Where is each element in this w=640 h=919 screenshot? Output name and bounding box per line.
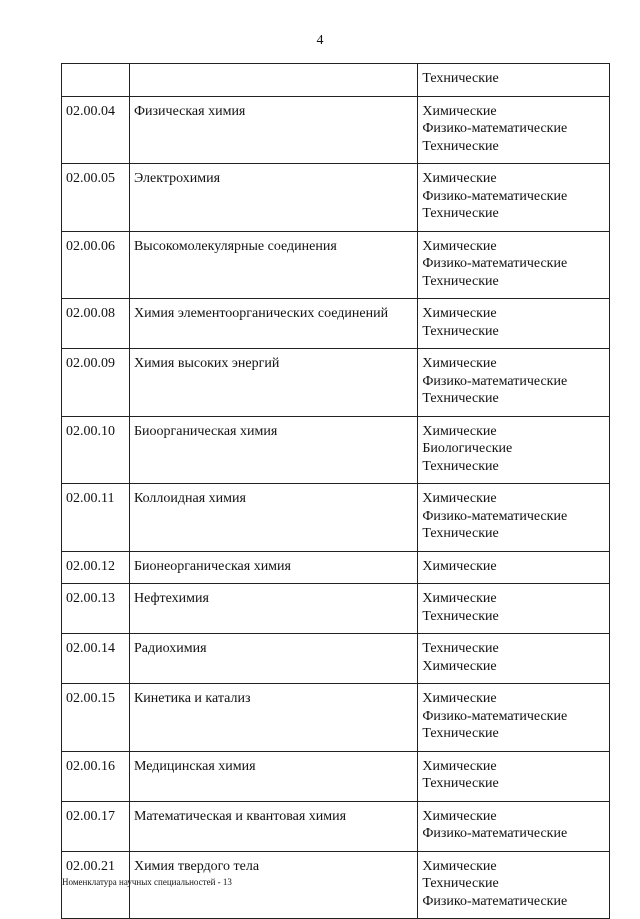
specialty-name: Радиохимия	[129, 634, 417, 684]
page-number: 4	[316, 33, 324, 48]
science-branch: Химические	[422, 306, 497, 321]
specialty-code: 02.00.10	[62, 416, 130, 484]
specialty-code: 02.00.05	[62, 164, 130, 232]
science-branch: Химические	[422, 356, 497, 371]
table-row	[62, 801, 610, 851]
table-row	[62, 231, 610, 299]
science-branch: Химические	[422, 103, 497, 119]
science-branch: Химические	[422, 491, 497, 506]
science-branches	[418, 551, 610, 584]
specialty-code: 02.00.15	[62, 684, 130, 752]
specialty-name: Химия элементоорганических соединений	[129, 299, 417, 349]
science-branches	[418, 684, 610, 752]
science-branches	[418, 851, 610, 919]
specialty-name: Бионеорганическая химия	[129, 551, 417, 584]
science-branch: Технические	[422, 206, 499, 221]
science-branches	[418, 584, 610, 634]
science-branches	[418, 416, 610, 484]
science-branch: Технические	[422, 138, 499, 154]
specialty-code: 02.00.11	[62, 484, 130, 552]
specialty-name: Биоорганическая химия	[129, 416, 417, 484]
science-branch: Технические	[422, 526, 499, 541]
specialty-name: Нефтехимия	[129, 584, 417, 634]
specialty-code: 02.00.08	[62, 299, 130, 349]
science-branch: Физико-математические	[422, 121, 568, 136]
science-branch: Химические	[422, 658, 497, 674]
specialty-code: 02.00.13	[62, 584, 130, 634]
table-row	[62, 64, 610, 97]
science-branch: Физико-математические	[422, 373, 568, 389]
science-branch: Химические	[422, 808, 497, 824]
science-branch: Физико-математические	[422, 188, 568, 204]
science-branches	[418, 64, 610, 97]
science-branches	[418, 484, 610, 552]
science-branch: Технические	[422, 273, 499, 289]
science-branch: Технические	[422, 726, 499, 741]
science-branch: Технические	[422, 391, 499, 406]
specialty-code: 02.00.17	[62, 801, 130, 851]
science-branch: Химические	[422, 591, 497, 606]
science-branch: Химические	[422, 691, 497, 706]
science-branches	[418, 164, 610, 232]
science-branch: Технические	[422, 323, 499, 339]
science-branch: Технические	[422, 608, 499, 624]
table-row	[62, 551, 610, 584]
page-footer: Номенклатура научных специальностей - 13	[62, 877, 232, 887]
science-branches	[418, 751, 610, 801]
table-body	[62, 64, 610, 919]
table-row	[62, 349, 610, 417]
science-branch: Технические	[422, 458, 499, 474]
specialty-code: 02.00.16	[62, 751, 130, 801]
science-branch: Химические	[422, 858, 497, 874]
science-branches	[418, 801, 610, 851]
science-branch: Технические	[422, 776, 499, 791]
science-branch: Физико-математические	[422, 708, 568, 724]
specialties-table	[61, 63, 610, 919]
science-branches	[418, 349, 610, 417]
science-branch: Физико-математические	[422, 256, 568, 271]
science-branches	[418, 231, 610, 299]
science-branch: Технические	[422, 71, 499, 86]
science-branches	[418, 634, 610, 684]
specialty-name: Физическая химия	[129, 96, 417, 164]
science-branch: Химические	[422, 238, 497, 254]
science-branches	[418, 299, 610, 349]
table-row	[62, 164, 610, 232]
specialty-name	[129, 64, 417, 97]
science-branches	[418, 96, 610, 164]
specialty-code: 02.00.14	[62, 634, 130, 684]
science-branch: Физико-математические	[422, 826, 568, 841]
science-branch: Химические	[422, 558, 497, 574]
specialty-code	[62, 64, 130, 97]
science-branch: Химические	[422, 758, 497, 774]
science-branch: Технические	[422, 876, 499, 891]
specialty-name: Медицинская химия	[129, 751, 417, 801]
table-row	[62, 634, 610, 684]
specialty-name: Высокомолекулярные соединения	[129, 231, 417, 299]
science-branch: Биологические	[422, 441, 513, 456]
specialty-name: Кинетика и катализ	[129, 684, 417, 752]
table-row	[62, 299, 610, 349]
science-branch: Технические	[422, 641, 499, 656]
table-row	[62, 684, 610, 752]
specialty-code: 02.00.04	[62, 96, 130, 164]
specialty-code: 02.00.06	[62, 231, 130, 299]
table-row	[62, 416, 610, 484]
specialty-code: 02.00.12	[62, 551, 130, 584]
table-row	[62, 484, 610, 552]
specialty-name: Коллоидная химия	[129, 484, 417, 552]
science-branch: Физико-математические	[422, 893, 568, 909]
science-branch: Химические	[422, 423, 497, 439]
specialty-code: 02.00.21	[62, 851, 130, 919]
table-row	[62, 584, 610, 634]
science-branch: Физико-математические	[422, 508, 568, 524]
specialty-name: Химия высоких энергий	[129, 349, 417, 417]
specialty-name: Химия твердого тела	[129, 851, 417, 919]
table-row	[62, 96, 610, 164]
specialty-code: 02.00.09	[62, 349, 130, 417]
specialty-name: Электрохимия	[129, 164, 417, 232]
specialty-name: Математическая и квантовая химия	[129, 801, 417, 851]
table-row	[62, 751, 610, 801]
science-branch: Химические	[422, 171, 497, 186]
